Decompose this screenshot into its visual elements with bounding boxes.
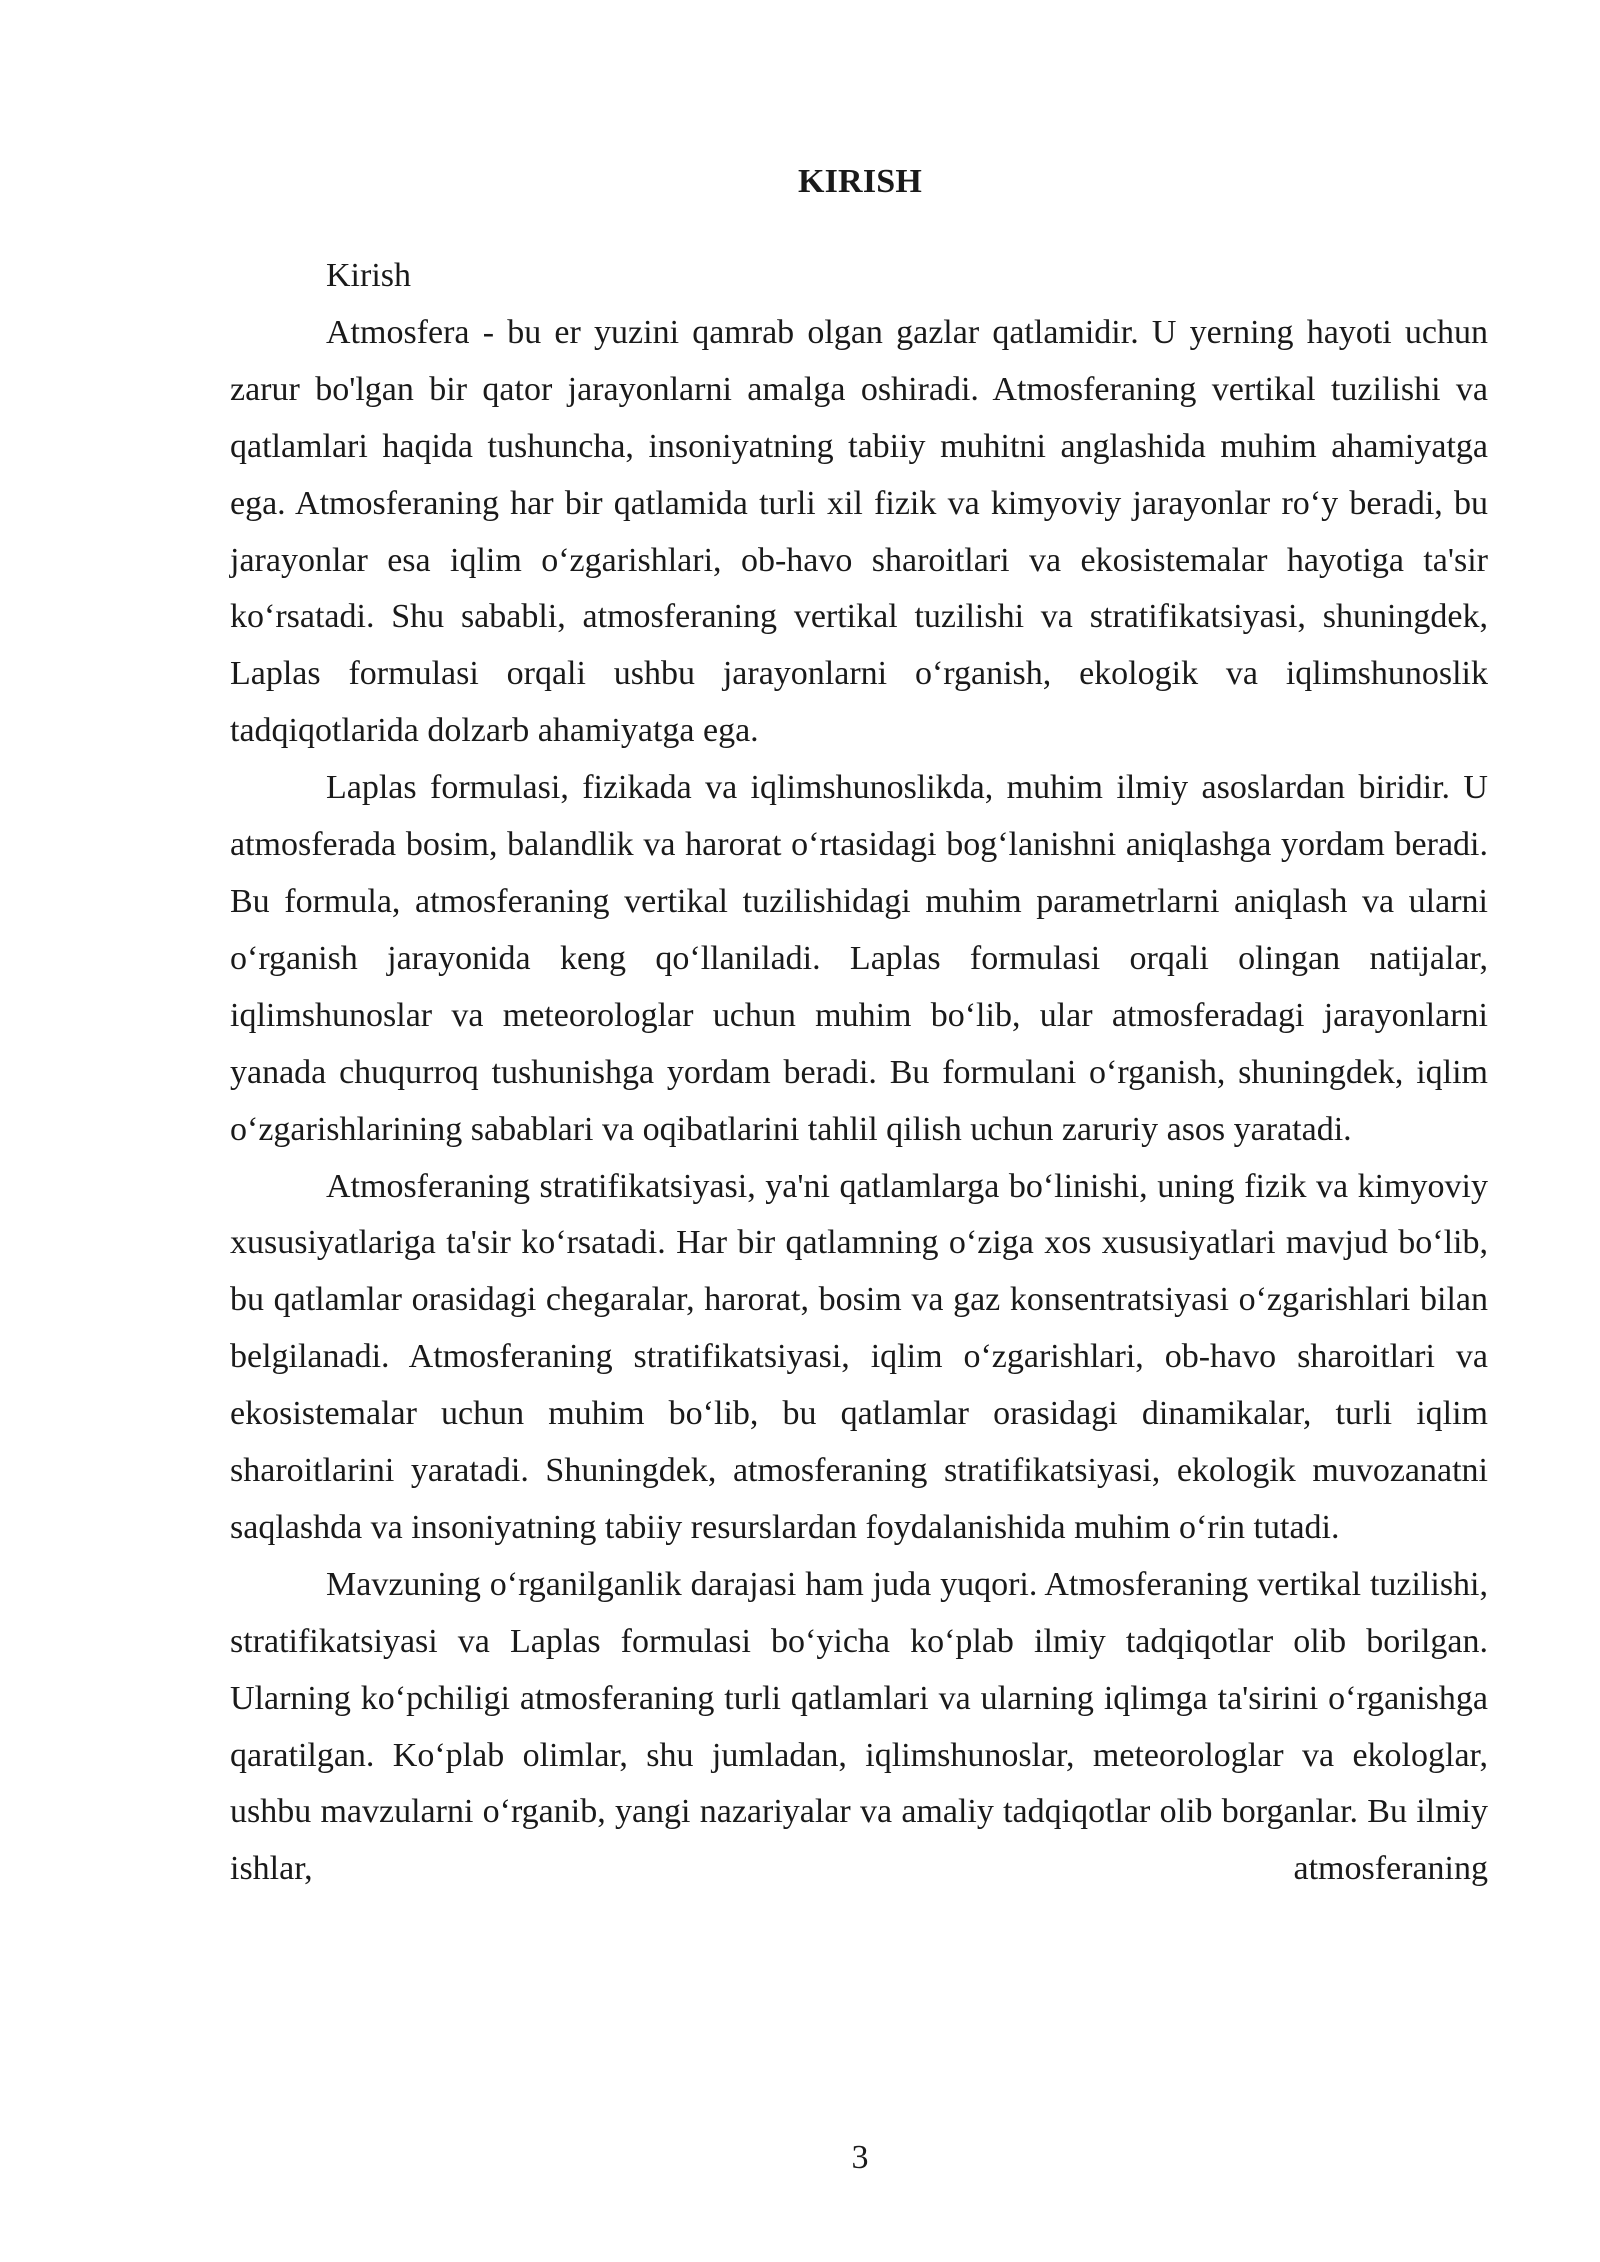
page-number: 3 xyxy=(851,2139,869,2176)
paragraph-3: Atmosferaning stratifikatsiyasi, ya'ni qatlamlarga boʻlinishi, uning fizik va kimyoviy xususiyatlariga ta'sir koʻrsatadi. Har bir qatlamning oʻziga xos xususiyatlari mavjud boʻlib, bu qatlamlar orasidagi chegaralar, harorat, bosim va gaz konsentratsiyasi oʻzgarishlari bilan belgilanadi. Atmosferaning stratifikatsiyasi, iqlim oʻzgarishlari, ob-havo sharoitlari va ekosistemalar uchun muhim boʻlib, bu qatlamlar orasidagi dinamikalar, turli iqlim sharoitlarini yaratadi. Shuningdek, atmosferaning stratifikatsiyasi, ekologik muvozanatni saqlashda va insoniyatning tabiiy resurslardan foydalanishida muhim oʻrin tutadi. xyxy=(230,1167,1488,1546)
subheading: Kirish xyxy=(326,257,411,294)
paragraph-2: Laplas formulasi, fizikada va iqlimshunoslikda, muhim ilmiy asoslardan biridir. U atmosferada bosim, balandlik va harorat oʻrtasidagi bogʻlanishni aniqlashga yordam beradi. Bu formula, atmosferaning vertikal tuzilishidagi muhim parametrlarni aniqlash va ularni oʻrganish jarayonida keng qoʻllaniladi. Laplas formulasi orqali olingan natijalar, iqlimshunoslar va meteorologlar uchun muhim boʻlib, ular atmosferadagi jarayonlarni yanada chuqurroq tushunishga yordam beradi. Bu formulani oʻrganish, shuningdek, iqlim oʻzgarishlarining sabablari va oqibatlarini tahlil qilish uchun zaruriy asos yaratadi. xyxy=(230,769,1488,1148)
page-title: KIRISH xyxy=(797,163,923,200)
paragraph-4: Mavzuning oʻrganilganlik darajasi ham juda yuqori. Atmosferaning vertikal tuzilishi, stratifikatsiyasi va Laplas formulasi boʻyicha koʻplab ilmiy tadqiqotlar olib borilgan. Ularning koʻpchiligi atmosferaning turli qatlamlari va ularning iqlimga ta'sirini oʻrganishga qaratilgan. Koʻplab olimlar, shu jumladan, iqlimshunoslar, meteorologlar va ekologlar, ushbu mavzularni oʻrganib, yangi nazariyalar va amaliy tadqiqotlar olib borganlar. Bu ilmiy ishlar, atmosferaning xyxy=(230,1565,1488,1888)
paragraph-1: Atmosfera - bu er yuzini qamrab olgan gazlar qatlamidir. U yerning hayoti uchun zarur bo'lgan bir qator jarayonlarni amalga oshiradi. Atmosferaning vertikal tuzilishi va qatlamlari haqida tushuncha, insoniyatning tabiiy muhitni anglashida muhim ahamiyatga ega. Atmosferaning har bir qatlamida turli xil fizik va kimyoviy jarayonlar roʻy beradi, bu jarayonlar esa iqlim oʻzgarishlari, ob-havo sharoitlari va ekosistemalar hayotiga ta'sir koʻrsatadi. Shu sababli, atmosferaning vertikal tuzilishi va stratifikatsiyasi, shuningdek, Laplas formulasi orqali ushbu jarayonlarni oʻrganish, ekologik va iqlimshunoslik tadqiqotlarida dolzarb ahamiyatga ega. xyxy=(230,313,1488,750)
document-body xyxy=(230,248,1488,1898)
